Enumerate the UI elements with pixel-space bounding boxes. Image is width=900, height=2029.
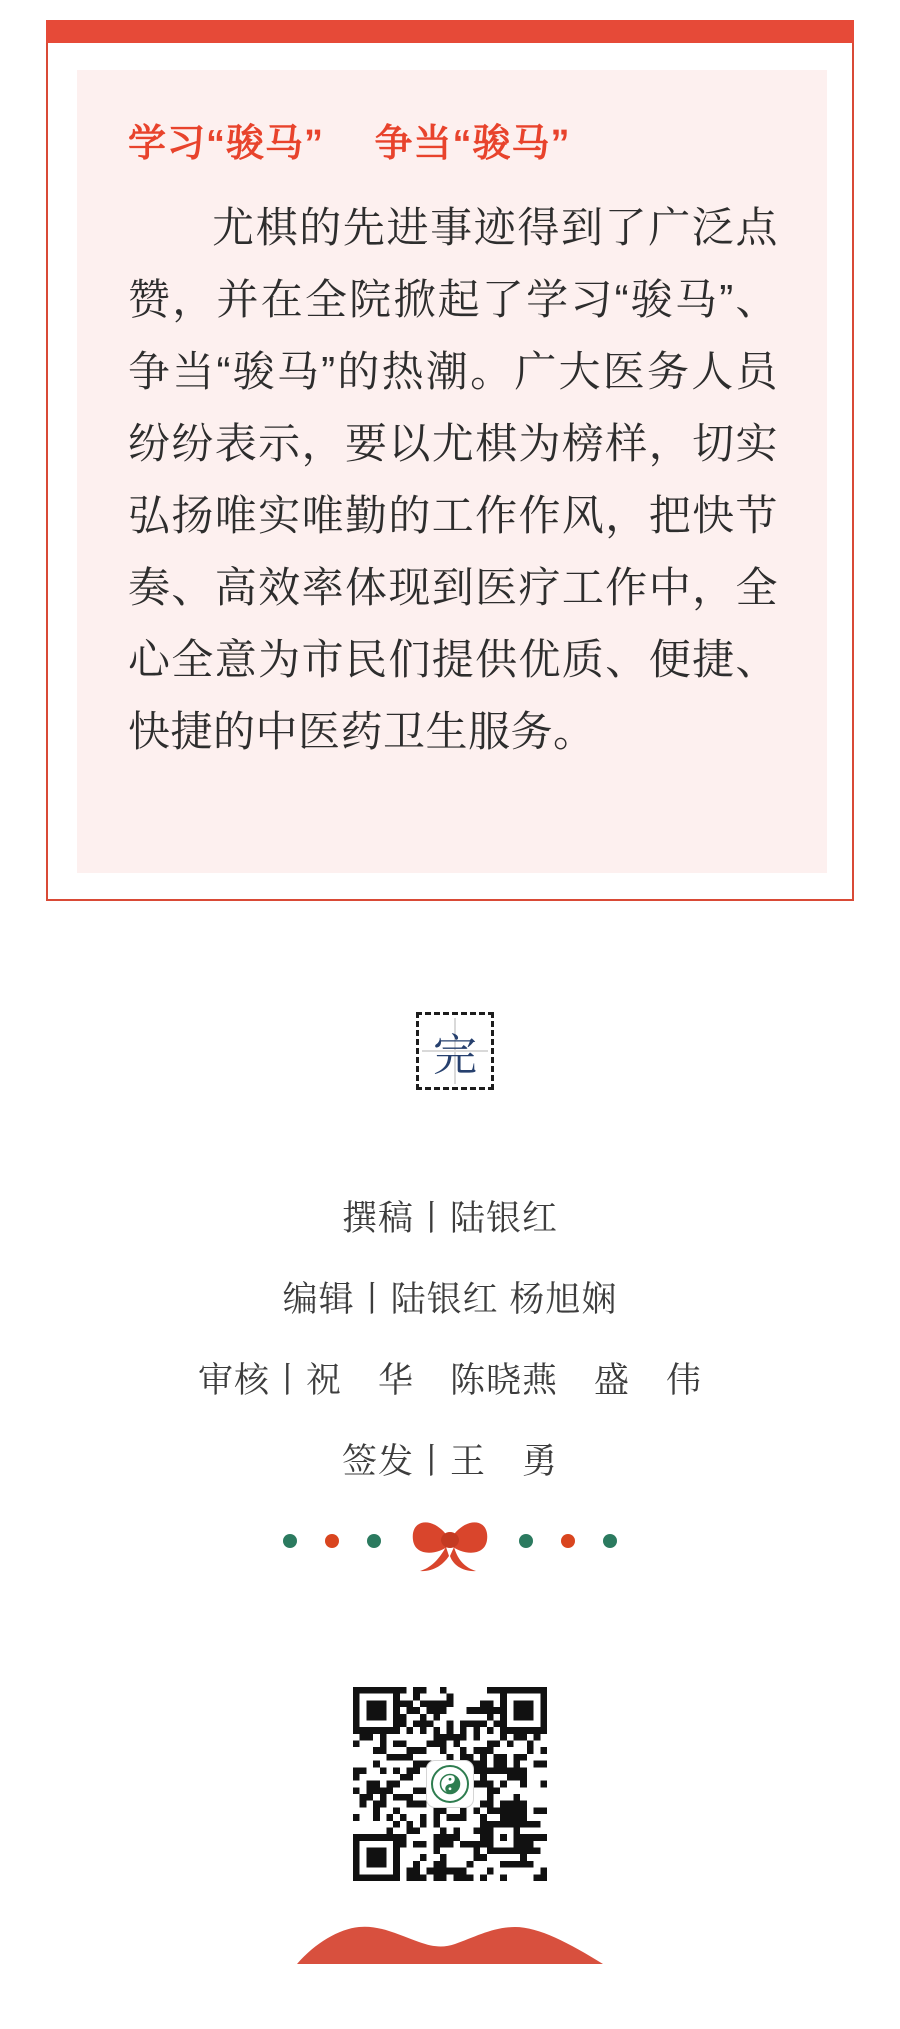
footer-wave-shape (297, 1925, 603, 1964)
divider-dot-green (283, 1534, 297, 1548)
divider-dot-green (367, 1534, 381, 1548)
divider-dot-red (325, 1534, 339, 1548)
divider-dot-green (603, 1534, 617, 1548)
yin-yang-icon (438, 1772, 462, 1796)
accent-top-bar (46, 20, 854, 43)
article-paragraph: 尤棋的先进事迹得到了广泛点赞，并在全院掀起了学习“骏马”、争当“骏马”的热潮。广大医务人员纷纷表示，要以尤棋为榜样，切实弘扬唯实唯勤的工作作风，把快节奏、高效率体现到医疗工作中，全心全意为市民们提供优质、便捷、快捷的中医药卫生服务。 (128, 204, 778, 755)
credit-line-reviewer: 审核丨祝 华 陈晓燕 盛 伟 (197, 1361, 702, 1400)
credit-line-issuer: 签发丨王 勇 (341, 1442, 558, 1481)
end-marker-label: 完 (433, 1031, 477, 1080)
ribbon-bow-icon (405, 1509, 495, 1573)
divider-dot-red (561, 1534, 575, 1548)
end-marker-box (416, 1012, 494, 1090)
qr-code (353, 1687, 547, 1881)
credits-block (0, 1178, 900, 1502)
article-panel (77, 70, 827, 873)
credit-line-writer: 撰稿丨陆银红 (341, 1199, 558, 1238)
divider-dot-green (519, 1534, 533, 1548)
qr-center-logo (426, 1760, 474, 1808)
hospital-logo-ring (431, 1765, 469, 1803)
credit-line-editor: 编辑丨陆银红 杨旭娴 (282, 1280, 618, 1319)
article-title: 学习“骏马” 争当“骏马” (128, 123, 571, 165)
